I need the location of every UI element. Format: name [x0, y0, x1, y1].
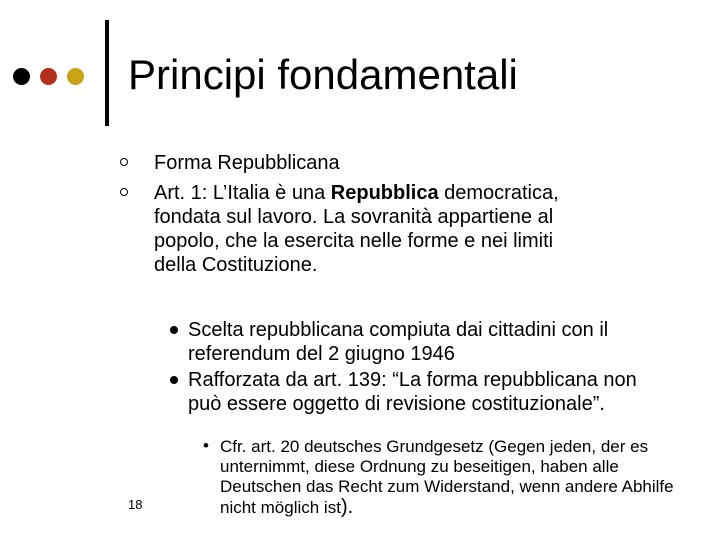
dot-black — [13, 68, 30, 85]
title-divider — [105, 20, 109, 126]
art1-prefix: Art. 1: L’Italia è una — [154, 182, 331, 204]
list-item — [120, 181, 590, 277]
art1-bold: Repubblica — [330, 182, 439, 204]
footnote-text: Cfr. art. 20 deutsches Grundgesetz (Gegen jeden, der es unternimmt, diese Ordnung zu beseitigen, haben alle Deutschen das Recht zum Widerstand, wenn andere Abhilfe nicht möglich ist — [220, 437, 674, 517]
page-number: 18 — [128, 497, 143, 512]
footnote-end: ). — [340, 496, 354, 518]
bullet-text — [220, 437, 693, 518]
bullet-text: Rafforzata da art. 139: “La forma repubblicana non può essere oggetto di revisione costituzionale”. — [188, 369, 637, 415]
bullet-ring-icon — [120, 188, 128, 196]
bullet-text: Scelta repubblicana compiuta dai cittadini con il referendum del 2 giugno 1946 — [188, 319, 609, 365]
list-item — [170, 318, 660, 366]
bullet-text — [154, 181, 590, 277]
bullet-dot-icon — [170, 326, 178, 334]
bullet-marker: • — [203, 436, 209, 455]
slide-title: Principi fondamentali — [128, 51, 518, 98]
list-item — [203, 437, 693, 518]
list-item — [170, 368, 660, 416]
dot-gold — [67, 68, 84, 85]
dot-red — [40, 68, 57, 85]
bullet-ring-icon — [120, 158, 128, 166]
list-item — [120, 151, 590, 175]
bullet-text: Forma Repubblicana — [154, 152, 340, 174]
art1-suffix: democratica, fondata sul lavoro. La sovranità appartiene al popolo, che la esercita nelle forme e nei limiti della Costituzione. — [154, 182, 559, 276]
bullet-dot-icon — [170, 376, 178, 384]
decorative-dots — [13, 68, 84, 85]
